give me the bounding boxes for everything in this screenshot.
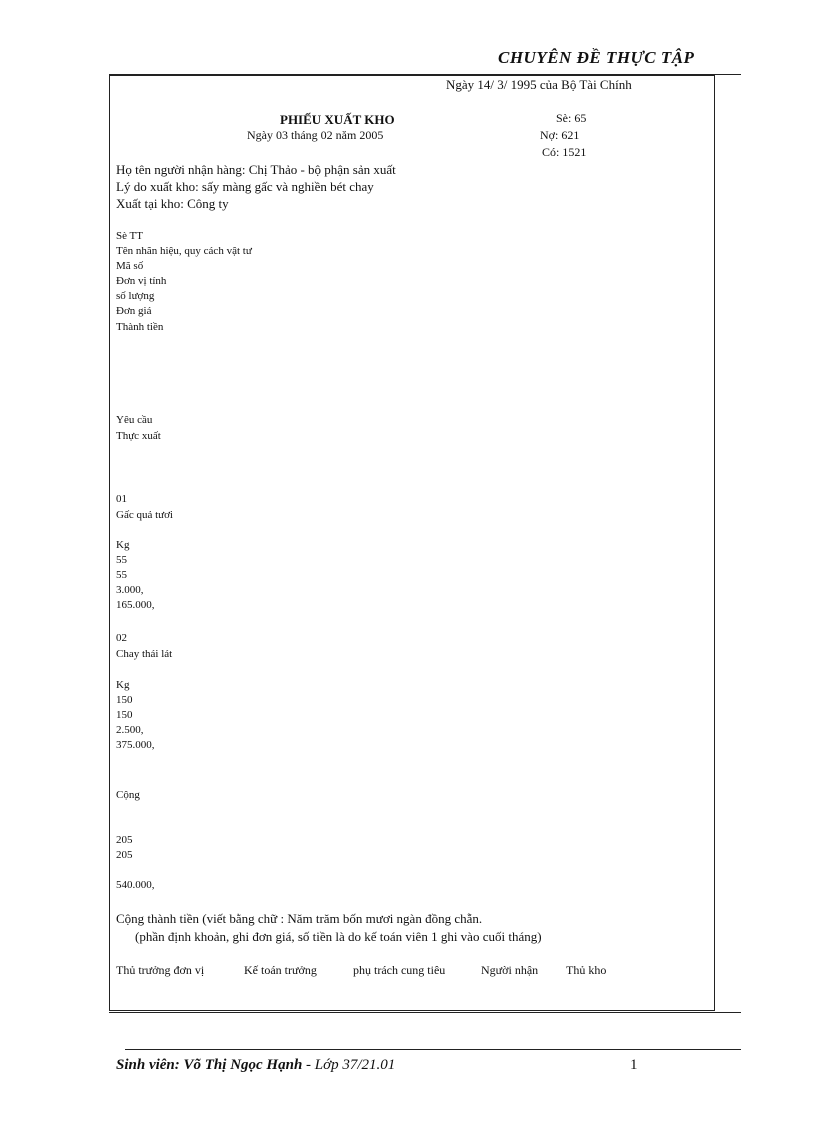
row-unit: Kg	[116, 539, 130, 551]
total-actual: 205	[116, 849, 133, 861]
row-price: 2.500,	[116, 724, 144, 736]
col-quantity: số lượng	[116, 290, 155, 302]
form-title: PHIẾU XUẤT KHO	[280, 112, 395, 127]
row-stt: 01	[116, 493, 127, 505]
row-requested: 55	[116, 554, 127, 566]
receiver-line: Họ tên người nhận hàng: Chị Thảo - bộ phận sản xuất	[116, 162, 396, 177]
row-amount: 375.000,	[116, 739, 155, 751]
row-name: Gấc quả tươi	[116, 509, 173, 521]
col-price: Đơn giá	[116, 305, 152, 317]
footer-student-name: Sinh viên: Võ Thị Ngọc Hạnh	[116, 1057, 303, 1073]
row-stt: 02	[116, 632, 127, 644]
form-number: Sè: 65	[556, 111, 587, 125]
document-frame	[109, 75, 715, 1011]
bottom-rule	[109, 1012, 741, 1013]
row-amount: 165.000,	[116, 599, 155, 611]
warehouse-line: Xuất tại kho: Công ty	[116, 196, 229, 211]
signature-director: Thủ trưởng đơn vị	[116, 963, 205, 977]
footer-class: - Lớp 37/21.01	[302, 1057, 396, 1073]
footer-rule	[125, 1049, 741, 1050]
col-code: Mã số	[116, 260, 144, 272]
total-amount: 540.000,	[116, 879, 155, 891]
total-requested: 205	[116, 834, 133, 846]
col-stt: Sè TT	[116, 230, 143, 242]
row-requested: 150	[116, 694, 133, 706]
subcol-requested: Yêu cầu	[116, 414, 153, 426]
signature-supply-manager: phụ trách cung tiêu	[353, 963, 446, 977]
reason-line: Lý do xuất kho: sấy màng gấc và nghiền bét chay	[116, 179, 374, 194]
row-actual: 55	[116, 569, 127, 581]
row-unit: Kg	[116, 679, 130, 691]
page-number: 1	[630, 1057, 638, 1073]
subcol-actual: Thực xuất	[116, 430, 161, 442]
signature-receiver: Người nhận	[481, 963, 539, 977]
amount-in-words: Cộng thành tiền (viết bằng chữ : Năm trăm bốn mươi ngàn đồng chẵn.	[116, 911, 483, 926]
accounting-note: (phần định khoản, ghi đơn giá, số tiền là do kế toán viên 1 ghi vào cuối tháng)	[135, 929, 542, 944]
footer-student	[116, 1057, 395, 1074]
row-name: Chay thái lát	[116, 648, 173, 660]
signature-chief-accountant: Kế toán trưởng	[244, 963, 317, 977]
total-label: Cộng	[116, 789, 140, 801]
header-title: CHUYÊN ĐỀ THỰC TẬP	[498, 48, 695, 67]
row-price: 3.000,	[116, 584, 144, 596]
form-debit: Nợ: 621	[540, 128, 580, 142]
col-amount: Thành tiền	[116, 321, 164, 333]
decree-line: Ngày 14/ 3/ 1995 của Bộ Tài Chính	[446, 77, 632, 92]
row-actual: 150	[116, 709, 133, 721]
col-name: Tên nhãn hiệu, quy cách vật tư	[116, 245, 252, 257]
form-credit: Có: 1521	[542, 145, 587, 159]
form-date: Ngày 03 tháng 02 năm 2005	[247, 128, 384, 142]
col-unit: Đơn vị tính	[116, 275, 167, 287]
signature-storekeeper: Thủ kho	[566, 963, 607, 977]
